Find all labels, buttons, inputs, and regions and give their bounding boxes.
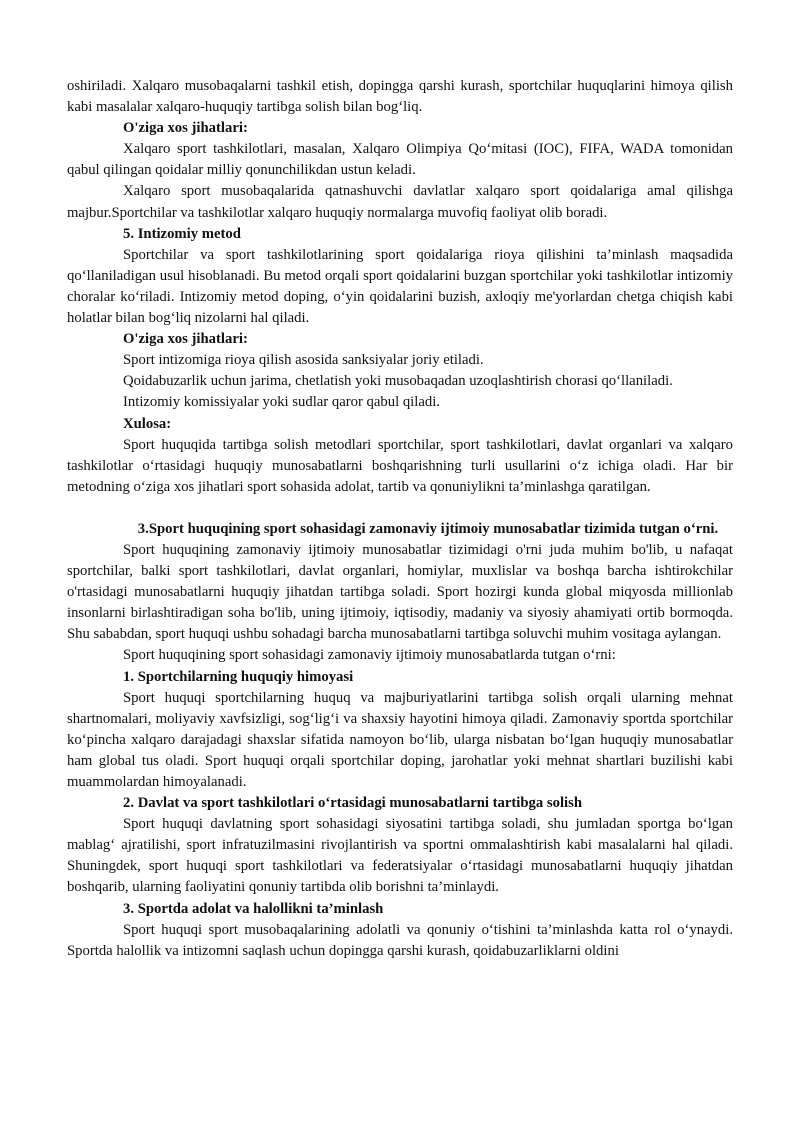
list-item-commissions: Intizomiy komissiyalar yoki sudlar qaror qabul qiladi. xyxy=(123,394,440,411)
section-title: 3.Sport huquqining sport sohasidagi zamonaviy ijtimoiy munosabatlar tizimida tutgan o‘rni. xyxy=(137,520,719,537)
paragraph-international-orgs: Xalqaro sport tashkilotlari, masalan, Xalqaro Olimpiya Qo‘mitasi (IOC), FIFA, WADA tomonidan qabul qilingan qoidalar milliy qonunchilikdan ustun keladi. xyxy=(67,141,733,179)
list-item-penalties: Qoidabuzarlik uchun jarima, chetlatish yoki musobaqadan uzoqlashtirish chorasi qo‘llaniladi. xyxy=(123,373,673,390)
paragraph-continued: oshiriladi. Xalqaro musobaqalarni tashkil etish, dopingga qarshi kurash, sportchilar huquqlarini himoya qilish kabi masalalar xalqaro-huquqiy tartibga solish bilan bog‘liq. xyxy=(67,78,733,116)
list-item-sanctions: Sport intizomiga rioya qilish asosida sanksiyalar joriy etiladi. xyxy=(123,352,484,369)
paragraph-conclusion: Sport huquqida tartibga solish metodlari sportchilar, sport tashkilotlari, davlat organlari va xalqaro tashkilotlar o‘rtasidagi huquqiy munosabatlarni boshqarishning turli usullarini o‘z ichiga oladi. Har bir metodning o‘ziga xos jihatlari sport sohasida adolat, tartib va qonuniylikni ta’minlashga qaratilgan. xyxy=(67,436,733,495)
paragraph-modern-relations: Sport huquqining zamonaviy ijtimoiy munosabatlar tizimidagi o'rni juda muhim bo'lib, u nafaqat sportchilar, balki sport tashkilotlari, davlat organlari, homiylar, muxlislar va boshqa barcha ishtirokchilar o'rtasidagi munosabatlarni huquqiy jihatdan tartibga soladi. Sport hozirgi kunda global miqyosda millionlab insonlarni birlashtiradigan soha bo'lib, uning ijtimoiy, iqtisodiy, madaniy va siyosiy ahamiyati ortib bormoqda. Shu sababdan, sport huquqi ushbu sohadagi barcha munosabatlarni tartibga soluvchi muhim vositaga aylangan. xyxy=(67,541,733,643)
heading-athlete-protection: 1. Sportchilarning huquqiy himoyasi xyxy=(123,668,354,685)
subheading-features-2: O'ziga xos jihatlari: xyxy=(123,331,248,348)
heading-conclusion: Xulosa: xyxy=(123,415,172,432)
paragraph-state-relations: Sport huquqi davlatning sport sohasidagi siyosatini tartibga soladi, shu jumladan sportga bo‘lgan mablag‘ ajratilishi, sport infratuzilmasini rivojlantirish va sportni ommalashtirish kabi masalalarni hal qiladi. Shuningdek, sport huquqi sport tashkilotlari va federatsiyalar o‘rtasidagi munosabatlarni huquqiy jihatdan boshqarib, ularning faoliyatini qonuniy tartibda olib borishni ta’minlaydi. xyxy=(67,816,733,896)
heading-state-relations: 2. Davlat va sport tashkilotlari o‘rtasidagi munosabatlarni tartibga solish xyxy=(123,795,583,812)
heading-disciplinary-method: 5. Intizomiy metod xyxy=(123,225,241,242)
section-spacer xyxy=(67,498,733,519)
subheading-features-1: O'ziga xos jihatlari: xyxy=(123,120,248,137)
paragraph-athlete-protection: Sport huquqi sportchilarning huquq va majburiyatlarini tartibga solish orqali ularning mehnat shartnomalari, moliyaviy xavfsizligi, sog‘lig‘i va shaxsiy hayotini himoya qiladi. Zamonaviy sportda sportchilar ko‘pincha xalqaro darajadagi shaxslar sifatida namoyon bo‘lib, ularga nisbatan bo‘lgan huquqiy munosabatlar ham global tus oladi. Sport huquqi orqali sportchilar doping, jarohatlar yoki mehnat shartlari buzilishi kabi muammolardan himoyalanadi. xyxy=(67,689,733,790)
paragraph-role-intro: Sport huquqining sport sohasidagi zamonaviy ijtimoiy munosabatlarda tutgan o‘rni: xyxy=(123,647,616,664)
heading-fairness: 3. Sportda adolat va halollikni ta’minlash xyxy=(123,900,384,917)
paragraph-disciplinary-method: Sportchilar va sport tashkilotlarining sport qoidalariga rioya qilishini ta’minlash maqsadida qo‘llaniladigan usul hisoblanadi. Bu metod orqali sport qoidalarini buzgan sportchilar yoki tashkilotlar intizomiy choralar ko‘riladi. Intizomiy metod doping, o‘yin qoidalarini buzish, axloqiy me'yorlardan chetga chiqish kabi holatlar bilan bog‘liq nizolarni hal qiladi. xyxy=(67,246,733,327)
paragraph-international-competitions: Xalqaro sport musobaqalarida qatnashuvchi davlatlar xalqaro sport qoidalariga amal qilishga majbur.Sportchilar va tashkilotlar xalqaro huquqiy normalarga muvofiq faoliyat olib boradi. xyxy=(67,183,733,221)
paragraph-fairness: Sport huquqi sport musobaqalarining adolatli va qonuniy o‘tishini ta’minlashda katta rol o‘ynaydi. Sportda halollik va intizomni saqlash uchun dopingga qarshi kurash, qoidabuzarliklarni oldini xyxy=(67,921,733,959)
